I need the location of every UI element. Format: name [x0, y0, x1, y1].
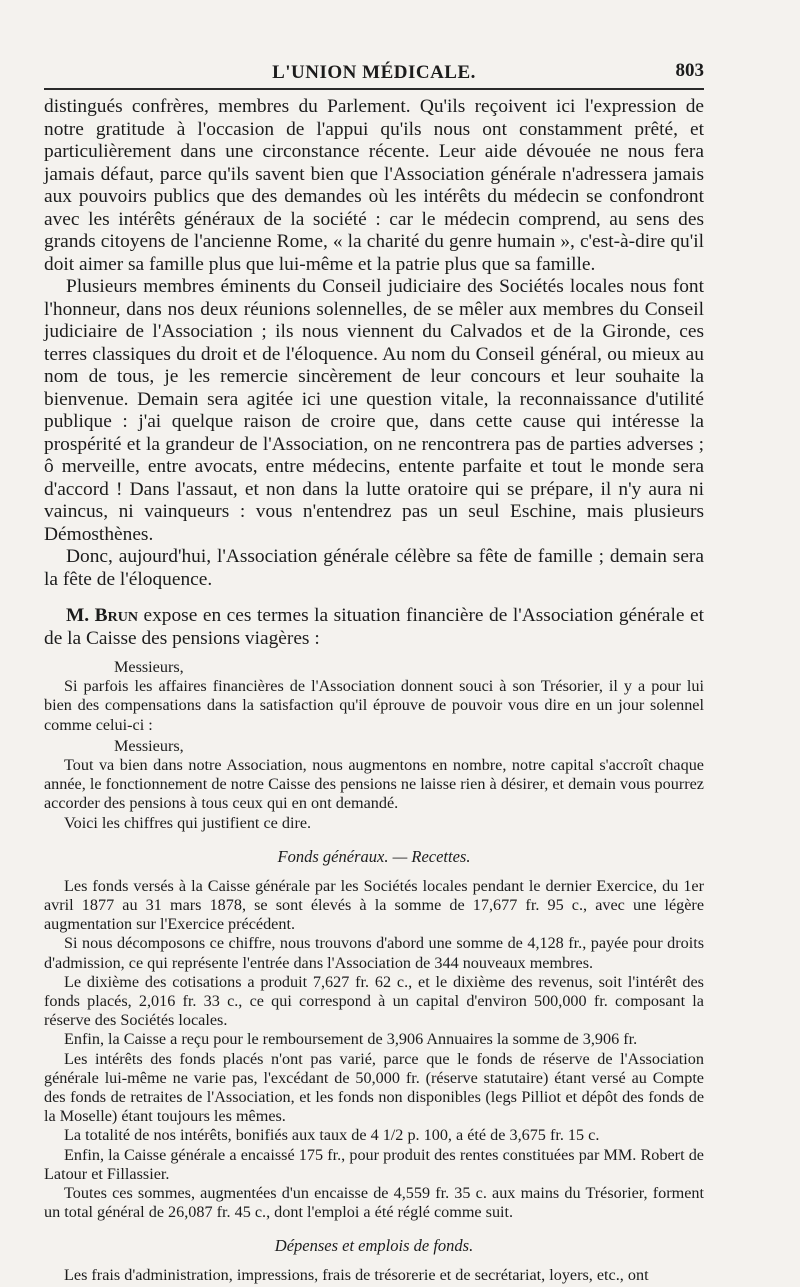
section-heading-depenses: Dépenses et emplois de fonds. [274, 1236, 474, 1256]
paragraph: Le dixième des cotisations a produit 7,627 fr. 62 c., et le dixième des revenus, soit l'intérêt des fonds placés, 2,016 fr. 33 c., ce qui correspond à un capital d'environ 500,000 fr. composant la réserve des Sociétés locales. [44, 972, 704, 1030]
paragraph: distingués confrères, membres du Parlement. Qu'ils reçoivent ici l'expression de notre gratitude à l'occasion de l'appui qu'ils nous ont constamment prêté, et particulièrement dans une circonstance récente. Leur aide dévouée ne nous fera jamais défaut, parce qu'ils savent bien que l'Association générale n'adressera jamais aux pouvoirs publics que des demandes où les intérêts du médecin se confondront avec les intérêts généraux de la société : car le médecin comprend, au sens des grands citoyens de l'ancienne Rome, « la charité du genre humain », c'est-à-dire qu'il doit aimer sa famille plus que lui-même et la patrie plus que sa famille. [44, 96, 704, 275]
paragraph: Les intérêts des fonds placés n'ont pas varié, parce que le fonds de réserve de l'Association générale lui-même ne varie pas, l'excédant de 50,000 fr. (réserve statutaire) étant versé au Compte des fonds de retraites de l'Association, et les fonds non disponibles (legs Pilliot et dépôt des fonds de la Moselle) étant toujours les mêmes. [44, 1049, 704, 1126]
report-recettes [44, 877, 704, 1223]
speaker-name: M. Brun [66, 605, 138, 626]
report-depenses [44, 1266, 704, 1285]
page-number: 803 [675, 60, 704, 81]
salutation: Messieurs, [114, 658, 184, 676]
paragraph: Donc, aujourd'hui, l'Association générale célèbre sa fête de famille ; demain sera la fête de l'éloquence. [44, 546, 704, 590]
paragraph: Les fonds versés à la Caisse générale par les Sociétés locales pendant le dernier Exercice, du 1er avril 1877 au 31 mars 1878, se sont élevés à la somme de 17,677 fr. 95 c., avec une légère augmentation sur l'Exercice précédent. [44, 876, 704, 934]
brun-intro-text: expose en ces termes la situation financière de l'Association générale et de la Caisse des pensions viagères : [44, 605, 704, 649]
header-rule [44, 88, 704, 90]
paragraph: Si nous décomposons ce chiffre, nous trouvons d'abord une somme de 4,128 fr., payée pour droits d'admission, ce qui représente l'entrée dans l'Association de 344 nouveaux membres. [44, 934, 704, 972]
paragraph: Plusieurs membres éminents du Conseil judiciaire des Sociétés locales nous font l'honneur, dans nos deux réunions solennelles, de se mêler aux membres du Conseil judiciaire de l'Association ; ils nous viennent du Calvados et de la Gironde, ces terres classiques du droit et de l'éloquence. Au nom du Conseil général, ou mieux au nom de tous, je les remercie sincèrement de leur concours et leur souhaite la bienvenue. Demain sera agitée ici une question vitale, la reconnaissance d'utilité publique : j'ai quelque raison de croire que, dans cette cause qui intéresse la prospérité et la grandeur de l'Association, on ne rencontrera pas de parties adverses ; ô merveille, entre avocats, entre médecins, entente parfaite et tout le monde sera d'accord ! Dans l'assaut, et non dans la lutte oratoire qui se prépare, il n'y aura ni vaincus, ni vainqueurs : vous n'entendrez pas un seul Eschine, mais plusieurs Démosthènes. [44, 276, 704, 545]
page-body [44, 96, 704, 1286]
paragraph: La totalité de nos intérêts, bonifiés aux taux de 4 1/2 p. 100, a été de 3,675 fr. 15 c. [64, 1126, 600, 1145]
salutation: Messieurs, [114, 736, 184, 755]
paragraph: Tout va bien dans notre Association, nous augmentons en nombre, notre capital s'accroît chaque année, le fonctionnement de notre Caisse des pensions ne laisse rien à désirer, et demain vous pourrez accorder des pensions à tous ceux qui en ont demandé. [44, 756, 704, 813]
report-intro [44, 658, 704, 833]
paragraph: Toutes ces sommes, augmentées d'un encaisse de 4,559 fr. 35 c. aux mains du Trésorier, forment un total général de 26,087 fr. 45 c., dont l'emploi a été réglé comme suit. [44, 1184, 704, 1222]
paragraph: Voici les chiffres qui justifient ce dire. [64, 813, 312, 832]
paragraph: Les frais d'administration, impressions, frais de trésorerie et de secrétariat, loyers, etc., ont [64, 1266, 649, 1285]
president-speech [44, 96, 704, 650]
paragraph: Si parfois les affaires financières de l'Association donnent souci à son Trésorier, il y a pour lui bien des compensations dans la satisfaction qu'il éprouve de pouvoir vous dire en un jour solennel comme celui-ci : [44, 677, 704, 734]
running-head [44, 56, 704, 84]
running-title: L'UNION MÉDICALE. [272, 62, 476, 83]
treasurer-report [44, 658, 704, 1286]
spacer [44, 591, 704, 605]
section-heading-recettes: Fonds généraux. — Recettes. [277, 846, 471, 866]
paragraph: Enfin, la Caisse générale a encaissé 175 fr., pour produit des rentes constituées par MM. Robert de Latour et Fillassier. [44, 1145, 704, 1183]
brun-intro-paragraph [44, 605, 704, 650]
paragraph: Enfin, la Caisse a reçu pour le remboursement de 3,906 Annuaires la somme de 3,906 fr. [64, 1030, 638, 1049]
